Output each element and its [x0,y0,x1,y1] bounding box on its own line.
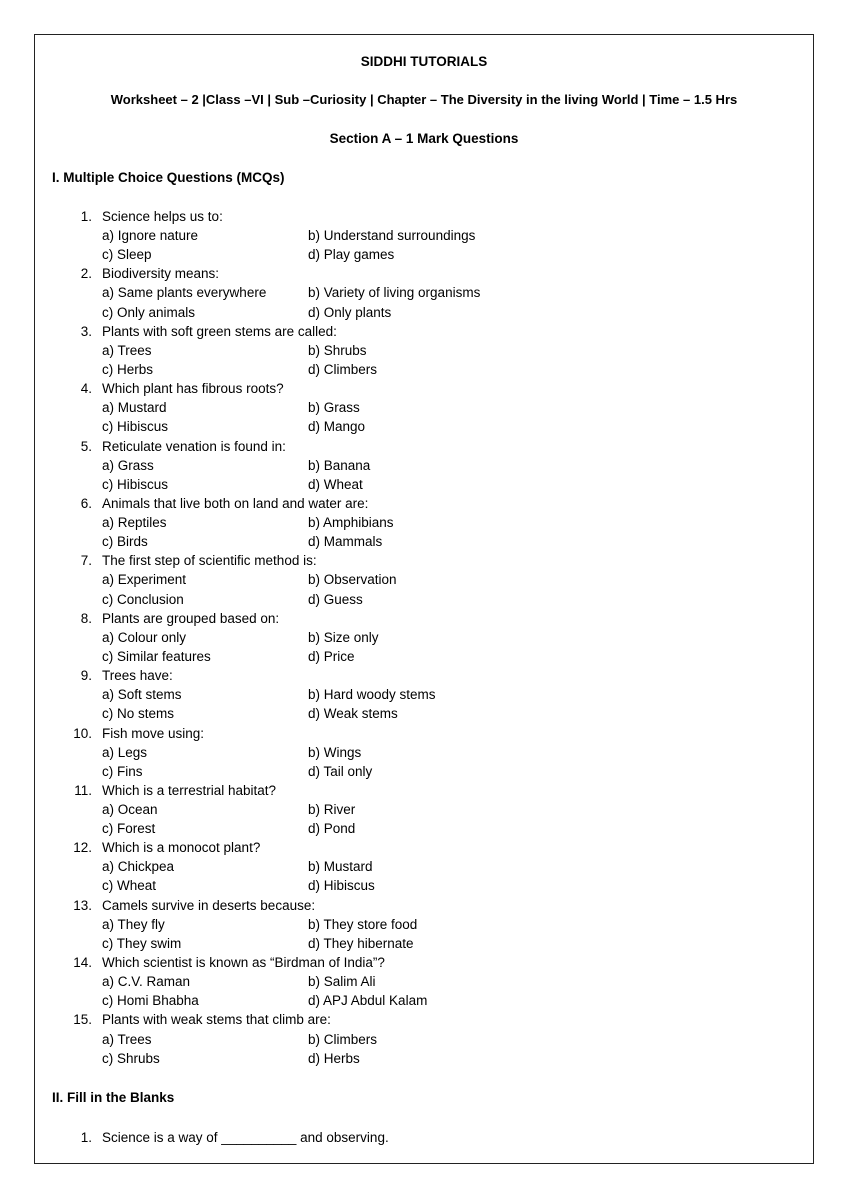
mcq-question [0,838,849,895]
option-b: b) Mustard [308,859,373,875]
question-number: 15. [73,1012,92,1028]
mcq-question [0,322,849,379]
worksheet-subtitle: Worksheet – 2 |Class –VI | Sub –Curiosity | Chapter – The Diversity in the living World | Time – 1.5 Hrs [110,92,738,107]
option-d: d) Herbs [308,1050,360,1066]
option-b: b) Understand surroundings [308,228,476,244]
option-b: b) They store food [308,916,418,932]
mcq-question [0,781,849,838]
option-a: a) C.V. Raman [102,974,191,990]
option-b: b) Hard woody stems [308,687,436,703]
mcq-question [0,437,849,494]
option-a: a) Trees [102,1031,152,1047]
question-text: Fish move using: [102,725,205,741]
question-text: Reticulate venation is found in: [102,438,286,454]
option-a: a) Mustard [102,400,167,416]
option-a: a) Ignore nature [102,228,199,244]
question-text: Biodiversity means: [102,266,220,282]
option-a: a) Legs [102,744,148,760]
question-text: Which is a terrestrial habitat? [102,782,277,798]
mcq-question [0,207,849,264]
option-b: b) Grass [308,400,360,416]
mcq-question [0,494,849,551]
option-b: b) Size only [308,629,379,645]
question-text: Trees have: [102,668,173,684]
option-d: d) Mango [308,419,366,435]
mcq-question [0,666,849,723]
option-d: d) Play games [308,247,395,263]
option-c: c) Conclusion [102,591,184,607]
option-b: b) Variety of living organisms [308,285,481,301]
option-c: c) Forest [102,821,156,837]
question-number: 2. [80,266,92,282]
option-d: d) Weak stems [308,706,398,722]
mcq-question [0,953,849,1010]
question-number: 5. [80,438,92,454]
mcq-question [0,724,849,781]
question-text: Plants with soft green stems are called: [102,323,337,339]
option-d: d) Hibiscus [308,878,375,894]
option-b: b) Shrubs [308,342,367,358]
mcq-question [0,264,849,321]
question-text: Plants with weak stems that climb are: [102,1012,331,1028]
option-a: a) Same plants everywhere [102,285,267,301]
question-number: 3. [80,323,92,339]
option-c: c) Only animals [102,304,196,320]
option-c: c) Herbs [102,361,154,377]
mcq-heading: I. Multiple Choice Questions (MCQs) [52,170,285,185]
mcq-question [0,609,849,666]
option-d: d) APJ Abdul Kalam [308,993,428,1009]
question-text: Animals that live both on land and water are: [102,495,369,511]
option-c: c) They swim [102,935,182,951]
question-text: Which is a monocot plant? [102,840,261,856]
question-text: Plants are grouped based on: [102,610,280,626]
question-number: 6. [80,495,92,511]
mcq-question [0,551,849,608]
question-text: The first step of scientific method is: [102,553,317,569]
question-number: 9. [80,668,92,684]
option-b: b) Wings [308,744,362,760]
worksheet-title: SIDDHI TUTORIALS [360,54,488,69]
question-number: 10. [73,725,92,741]
option-d: d) Mammals [308,534,383,550]
question-text: Science helps us to: [102,209,223,224]
fill-blank-item [0,1128,849,1148]
option-a: a) Colour only [102,629,187,645]
mcq-question [0,379,849,436]
option-b: b) River [308,802,356,817]
option-c: c) Wheat [102,878,157,894]
question-text: Which scientist is known as “Birdman of India”? [102,955,385,971]
question-number: 13. [73,897,92,913]
option-a: a) Ocean [102,802,158,817]
option-b: b) Amphibians [308,515,394,531]
fill-blank-number: 1. [80,1130,92,1145]
section-heading: Section A – 1 Mark Questions [329,131,519,146]
option-b: b) Climbers [308,1031,378,1047]
question-number: 4. [80,381,92,397]
question-text: Camels survive in deserts because: [102,897,316,913]
fill-blanks-heading: II. Fill in the Blanks [52,1090,175,1105]
question-number: 14. [73,955,92,971]
option-c: c) Homi Bhabha [102,993,199,1009]
option-d: d) Climbers [308,361,378,377]
option-a: a) They fly [102,916,165,932]
option-a: a) Grass [102,457,154,473]
option-b: b) Salim Ali [308,974,376,990]
option-d: d) Price [308,648,355,664]
option-c: c) Fins [102,763,143,779]
option-a: a) Experiment [102,572,187,588]
option-c: c) No stems [102,706,175,722]
option-c: c) Hibiscus [102,419,169,435]
fill-blank-text: Science is a way of __________ and observing. [102,1130,389,1145]
question-number: 11. [74,782,92,798]
option-a: a) Soft stems [102,687,182,703]
option-d: d) They hibernate [308,935,414,951]
mcq-question-list [0,207,849,1068]
option-c: c) Similar features [102,648,211,664]
option-c: c) Shrubs [102,1050,160,1066]
option-d: d) Guess [308,591,363,607]
option-d: d) Only plants [308,304,392,320]
option-b: b) Observation [308,572,397,588]
option-a: a) Trees [102,342,152,358]
mcq-question [0,1010,849,1067]
option-c: c) Sleep [102,247,152,263]
option-c: c) Birds [102,534,148,550]
option-d: d) Wheat [308,476,363,492]
option-a: a) Reptiles [102,515,167,531]
option-c: c) Hibiscus [102,476,169,492]
option-b: b) Banana [308,457,371,473]
mcq-question [0,896,849,953]
question-number: 7. [80,553,92,569]
question-number: 8. [80,610,92,626]
option-a: a) Chickpea [102,859,175,875]
option-d: d) Tail only [308,763,373,779]
question-number: 1. [80,209,92,224]
question-text: Which plant has fibrous roots? [102,381,284,397]
question-number: 12. [73,840,92,856]
option-d: d) Pond [308,821,356,837]
